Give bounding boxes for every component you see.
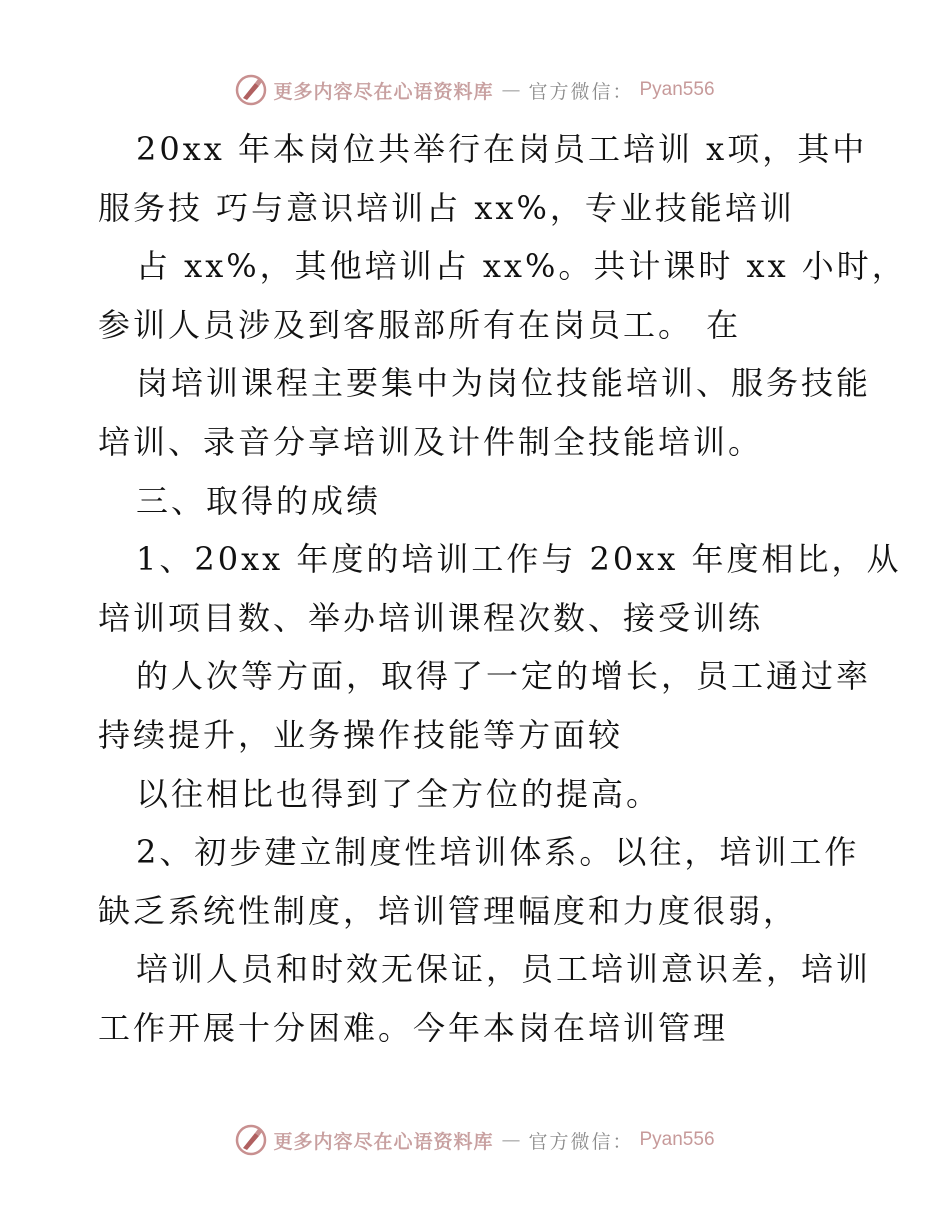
body-line: 服务技 巧与意识培训占 xx%，专业技能培训 [98,188,795,227]
body-line: 2、初步建立制度性培训体系。以往，培训工作 [136,833,860,872]
watermark-wechat-id: Pyan556 [639,79,715,100]
fountain-pen-logo-icon [235,74,267,106]
footer-watermark [0,1120,950,1160]
body-line: 以往相比也得到了全方位的提高。 [136,774,662,813]
body-line: 持续提升，业务操作技能等方面较 [98,715,624,754]
watermark-sub-text: 官方微信： [528,80,634,103]
watermark-separator: — [501,79,521,101]
document-body [98,120,907,1058]
body-line: 的人次等方面，取得了一定的增长，员工通过率 [136,657,872,696]
watermark-main-text: 更多内容尽在心语资料库 [273,1130,494,1153]
body-line: 培训、录音分享培训及计件制全技能培训。 [98,422,764,461]
header-watermark [0,70,950,110]
watermark-separator: — [501,1129,521,1151]
body-line: 培训项目数、举办培训课程次数、接受训练 [98,598,764,637]
watermark-sub-text: 官方微信： [528,1130,634,1153]
watermark-main-text: 更多内容尽在心语资料库 [273,80,494,103]
body-line: 参训人员涉及到客服部所有在岗员工。 在 [98,305,742,344]
fountain-pen-logo-icon [235,1124,267,1156]
body-line: 岗培训课程主要集中为岗位技能培训、服务技能 [136,364,872,403]
body-line: 培训人员和时效无保证，员工培训意识差，培训 [136,950,872,989]
section-heading: 三、取得的成绩 [136,481,382,520]
body-line: 工作开展十分困难。今年本岗在培训管理 [98,1008,729,1047]
body-line: 1、20xx 年度的培训工作与 20xx 年度相比，从 [136,540,902,579]
body-line: 缺乏系统性制度，培训管理幅度和力度很弱， [98,891,799,930]
watermark-wechat-id: Pyan556 [639,1129,715,1150]
body-line: 20xx 年本岗位共举行在岗员工培训 x项，其中 [136,130,868,168]
body-line: 占 xx%，其他培训占 xx%。共计课时 xx 小时， [136,247,907,286]
